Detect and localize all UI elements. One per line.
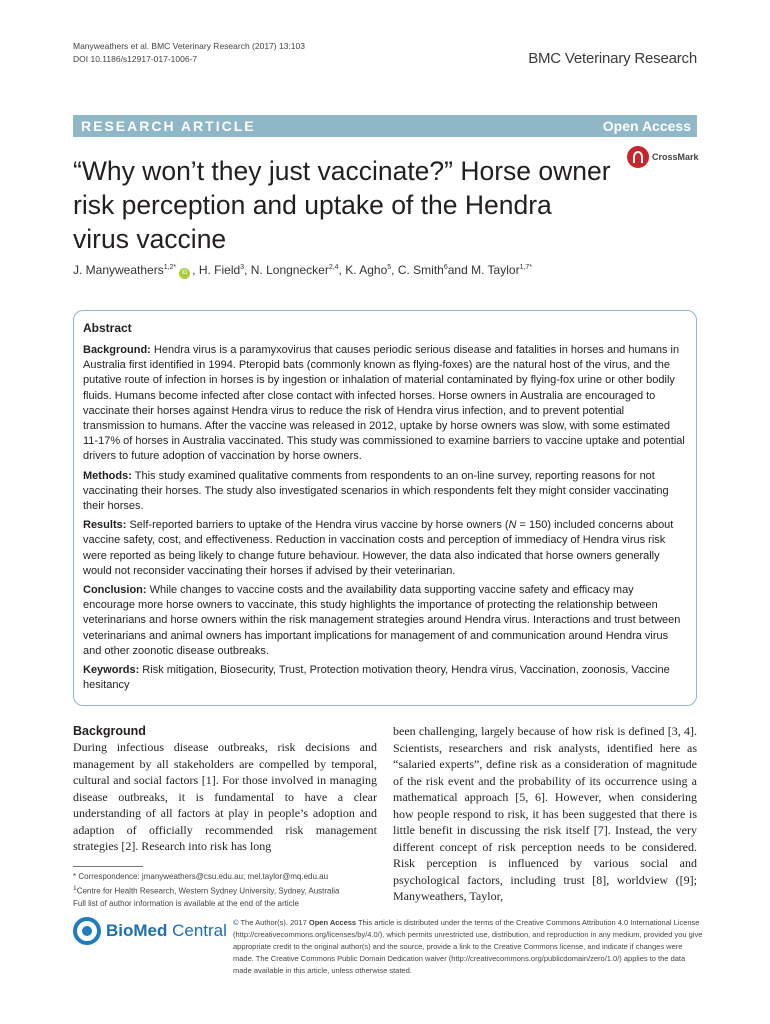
abstract-methods: Methods: This study examined qualitative comments from respondents to an on-line survey, reporting reasons for not vaccinating their horses. The study also investigated scenarios in which respondents felt they might consider vaccinating their horses. (83, 469, 669, 513)
author-list (73, 263, 532, 279)
license-statement: © The Author(s). 2017 Open Access This article is distributed under the terms of the Creative Commons Attribution 4.0 International License (http://creativecommons.org/licenses/by/4.0/), which permits unrestricted use, distribution, and reproduction in any medium, provided you give appropriate credit to the original author(s) and the source, provide a link to the Creative Commons license, and indicate if changes were made. The Creative Commons Public Domain Dedication waiver (http://creativecommons.org/publicdomain/zero/1.0/) applies to the data made available in this article, unless otherwise stated. (233, 918, 703, 975)
article-type-label: RESEARCH ARTICLE (81, 118, 256, 134)
abstract-results: Results: Self-reported barriers to uptake of the Hendra virus vaccine by horse owners (N = 150) included concerns about vaccine safety, cost, and effectiveness. Reduction in vaccination costs and perception of immediacy of Hendra virus risk were reported as being likely to change future behaviour. However, the data also indicated that horse owners generally would not reconsider vaccinating their horses if advised by their veterinarian. (83, 519, 674, 577)
affiliation-note: $^1$Centre for Health Research, Western Sydney University, Sydney, Australia (73, 885, 340, 896)
author-name[interactable]: and M. Taylor$^{1,7*}$ (447, 263, 533, 277)
abstract-box (73, 310, 697, 706)
journal-name[interactable]: BMC Veterinary Research (528, 50, 697, 67)
section-heading-background: Background (73, 724, 146, 738)
body-paragraph: During infectious disease outbreaks, risk decisions and management by all stakeholders are compelled by temporal, cultural and social factors [1]. For those involved in managing disease outbreaks, it is fundamental to have a clear understanding of all factors at play in people’s adoption and adaption of officially recommended risk management strategies [2]. Research into risk has long (73, 740, 377, 853)
author-name[interactable]: J. Manyweathers$^{1,2*}$ (73, 263, 177, 277)
orcid-icon[interactable]: iD (179, 268, 190, 279)
correspondence-note[interactable]: * Correspondence: jmanyweathers@csu.edu.au; mel.taylor@mq.edu.au (73, 872, 329, 881)
author-name[interactable]: , H. Field$^3$ (192, 263, 245, 277)
doi-link[interactable]: DOI 10.1186/s12917-017-1006-7 (73, 54, 198, 64)
open-access-label: Open Access (602, 118, 691, 134)
author-name[interactable]: , C. Smith$^6$ (391, 263, 448, 277)
abstract-keywords: Keywords: Risk mitigation, Biosecurity, Trust, Protection motivation theory, Hendra virus, Vaccination, zoonosis, Vaccine hesitancy (83, 664, 670, 692)
crossmark-label: CrossMark (652, 152, 699, 162)
citation-block (73, 40, 305, 66)
footnotes (73, 871, 339, 910)
abstract-conclusion: Conclusion: While changes to vaccine costs and the availability data supporting vaccine safety and efficacy may encourage more horse owners to vaccinate, this study highlights the importance of protecting the relationship between veterinarians and horse owners within the risk management strategies around Hendra virus. Interactions and trust between veterinarians and animal owners has important implications for management of and communication around Hendra virus and other zoonotic disease outbreaks. (83, 584, 681, 657)
footnote-divider (73, 866, 143, 867)
biomed-central-logo[interactable] (73, 917, 227, 945)
article-type-banner (73, 115, 697, 137)
author-name[interactable]: , K. Agho$^5$ (338, 263, 392, 277)
article-title: “Why won’t they just vaccinate?” Horse owner risk perception and uptake of the Hendra virus vaccine (73, 156, 611, 254)
body-paragraph: been challenging, largely because of how risk is defined [3, 4]. Scientists, researchers and risk analysts, identified here as “salaried experts”, define risk as a consideration of magnitude of the risk event and the probability of its occurrence using a mathematical approach [5, 6]. However, when considering how people respond to risk, it has been suggested that there is little benefit in discussing the risk itself [7]. Instead, the very different concept of risk perception needs to be considered. Risk perception is influenced by various social and psychological factors, including trust [8], worldview ([9]; Manyweathers, Taylor, (393, 724, 697, 903)
abstract-background: Background: Hendra virus is a paramyxovirus that causes periodic serious disease and fatalities in horses and humans in Australia first identified in 1994. Pteropid bats (commonly known as flying-foxes) are the natural host of the virus, and the putative route of infection in horses is by ingestion or inhalation of material contaminated by flying-fox urine or other bodily fluids. Humans become infected after close contact with infected horses. Horse owners in Australia are encouraged to vaccinate their horses against Hendra virus to reduce the risk of Hendra virus infection, and to prevent potential transmission to humans. After the vaccine was released in 2012, uptake by horse owners was slow, with some estimated 11-17% of horses in Australia vaccinated. This study was commissioned to examine barriers to vaccine uptake and potential drivers to future adoption of vaccination by horse owners. (83, 344, 685, 463)
author-info-note: Full list of author information is available at the end of the article (73, 898, 299, 908)
author-name[interactable]: , N. Longnecker$^{2,4}$ (244, 263, 339, 277)
body-column-left (73, 723, 377, 855)
citation-line: Manyweathers et al. BMC Veterinary Research (2017) 13:103 (73, 41, 305, 51)
abstract-heading: Abstract (83, 321, 132, 335)
body-column-right (393, 723, 697, 905)
publisher-name: BioMed Central (106, 921, 227, 940)
crossmark-icon (627, 146, 649, 168)
crossmark-badge[interactable] (627, 146, 699, 168)
biomed-central-icon (73, 917, 101, 945)
